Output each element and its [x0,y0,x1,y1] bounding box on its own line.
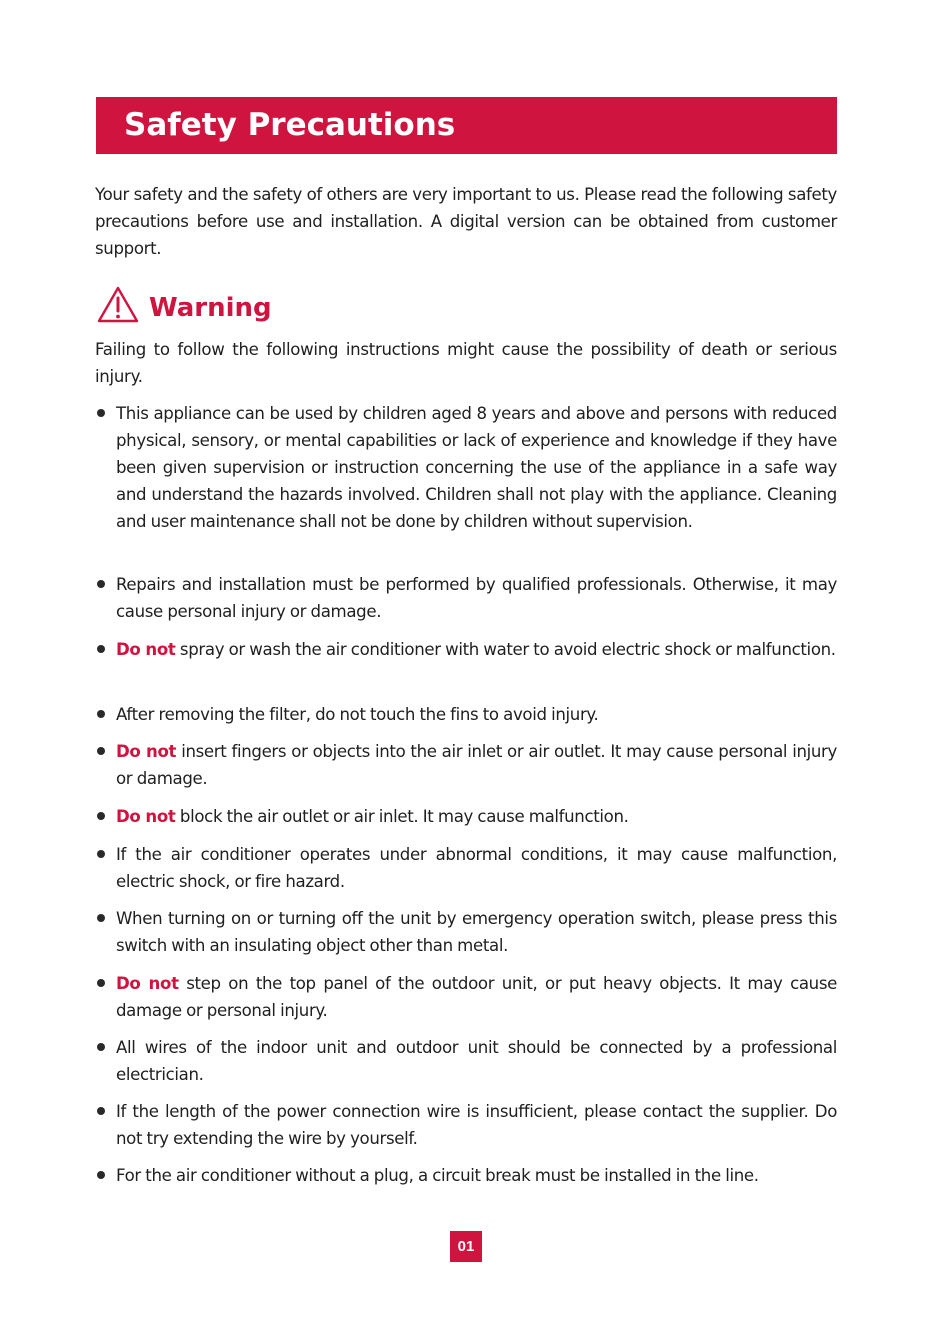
warning-item-text: insert fingers or objects into the air inlet or air outlet. It may cause personal injury or damage. [116,742,837,788]
bullet-icon [97,914,105,922]
bullet-icon [97,747,105,755]
warning-item [116,803,837,830]
title-banner [96,97,837,154]
warning-item-text: step on the top panel of the outdoor unit, or put heavy objects. It may cause damage or personal injury. [116,974,837,1020]
warning-intro: Failing to follow the following instructions might cause the possibility of death or serious injury. [95,340,837,386]
warning-item [116,400,837,535]
bullet-icon [97,710,105,718]
bullet-icon [97,1107,105,1115]
do-not-emphasis: Do not [116,742,177,761]
do-not-emphasis: Do not [116,640,176,659]
warning-item [116,571,837,625]
warning-item-text: All wires of the indoor unit and outdoor unit should be connected by a professional electrician. [116,1038,837,1084]
warning-item [116,905,837,959]
bullet-icon [97,812,105,820]
page-title: Safety Precautions [124,107,456,143]
warning-item-text: This appliance can be used by children aged 8 years and above and persons with reduced physical, sensory, or mental capabilities or lack of experience and knowledge if they have been given supervision or instruction concerning the use of the appliance in a safe way and understand the hazards involved. Children shall not play with the appliance. Cleaning and user maintenance shall not be done by children without supervision. [116,404,837,531]
bullet-icon [97,1171,105,1179]
warning-item-text: Repairs and installation must be performed by qualified professionals. Otherwise, it may cause personal injury or damage. [116,575,837,621]
do-not-emphasis: Do not [116,974,179,993]
warning-item-text: When turning on or turning off the unit by emergency operation switch, please press this switch with an insulating object other than metal. [116,909,837,955]
warning-item [116,1034,837,1088]
warning-item-text: spray or wash the air conditioner with water to avoid electric shock or malfunction. [175,640,836,659]
warning-item-text: If the length of the power connection wire is insufficient, please contact the supplier. Do not try extending the wire by yourself. [116,1102,837,1148]
warning-title: Warning [149,293,272,323]
bullet-icon [97,645,105,653]
bullet-icon [97,850,105,858]
warning-triangle-icon [97,286,139,324]
bullet-icon [97,979,105,987]
warning-item [116,1162,837,1189]
bullet-icon [97,1043,105,1051]
bullet-icon [97,580,105,588]
warning-item-text: block the air outlet or air inlet. It may cause malfunction. [175,807,629,826]
bullet-icon [97,409,105,417]
warning-item [116,636,837,663]
warning-item-text: For the air conditioner without a plug, a circuit break must be installed in the line. [116,1166,759,1185]
warning-item [116,738,837,792]
warning-item [116,701,837,728]
warning-item [116,970,837,1024]
intro-paragraph: Your safety and the safety of others are very important to us. Please read the following safety precautions before use and installation. A digital version can be obtained from customer support. [95,185,837,258]
page-number: 01 [450,1231,482,1262]
do-not-emphasis: Do not [116,807,176,826]
warning-item-text: After removing the filter, do not touch the fins to avoid injury. [116,705,599,724]
warning-item [116,841,837,895]
warning-item [116,1098,837,1152]
warning-item-text: If the air conditioner operates under abnormal conditions, it may cause malfunction, electric shock, or fire hazard. [116,845,837,891]
